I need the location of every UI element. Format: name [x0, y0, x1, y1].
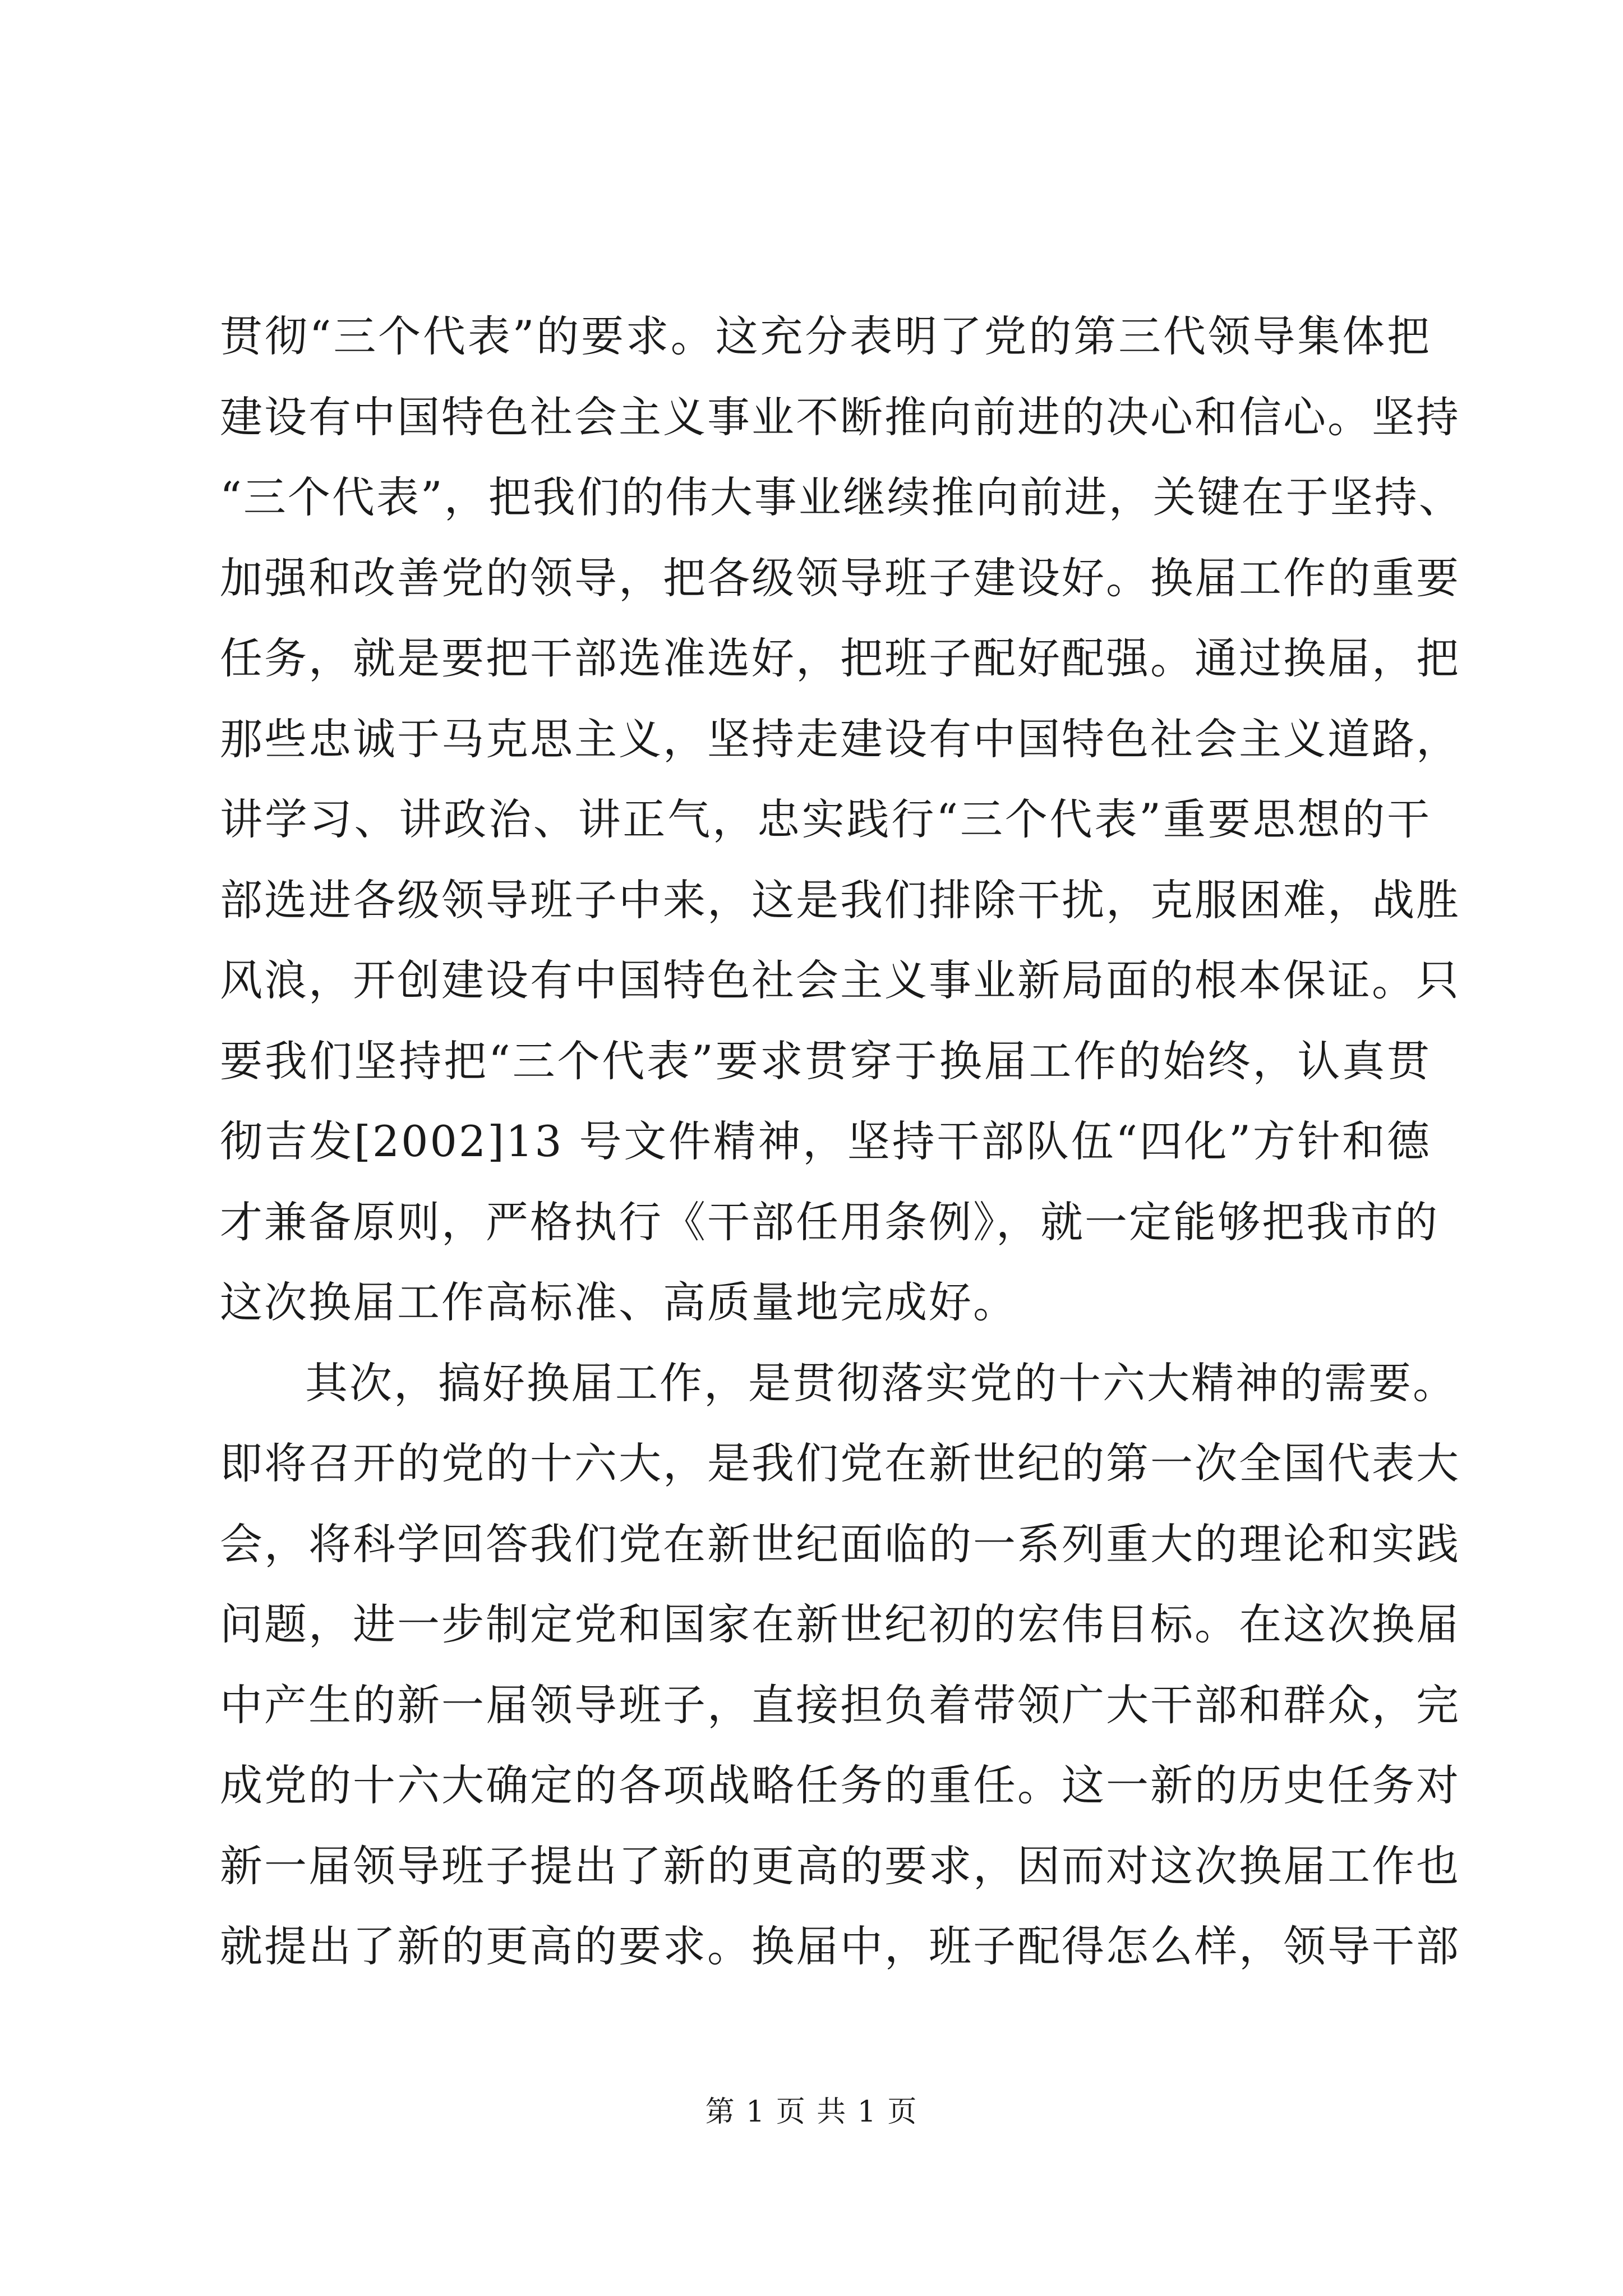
page-number-label: 第 1 页 共 1 页 — [705, 2095, 918, 2129]
document-body — [220, 296, 1463, 1987]
text-line: 问题，进一步制定党和国家在新世纪初的宏伟目标。在这次换届 — [220, 1599, 1460, 1649]
text-line: 新一届领导班子提出了新的更高的要求，因而对这次换届工作也 — [220, 1841, 1460, 1891]
text-line: 讲学习、讲政治、讲正气，忠实践行“三个代表”重要思想的干 — [220, 794, 1431, 844]
text-line: 即将召开的党的十六大，是我们党在新世纪的第一次全国代表大 — [220, 1438, 1460, 1488]
paragraph-1 — [220, 296, 1463, 1343]
text-line: 要我们坚持把“三个代表”要求贯穿于换届工作的始终，认真贯 — [220, 1036, 1431, 1086]
text-line: 就提出了新的更高的要求。换届中，班子配得怎么样，领导干部 — [220, 1921, 1460, 1971]
text-line: 彻吉发[2002]13 号文件精神，坚持干部队伍“四化”方针和德 — [220, 1116, 1431, 1166]
page-footer — [0, 2092, 1623, 2132]
text-line: 部选进各级领导班子中来，这是我们排除干扰，克服困难，战胜 — [220, 875, 1460, 925]
paragraph-2 — [220, 1343, 1460, 1987]
text-line: “三个代表”，把我们的伟大事业继续推向前进，关键在于坚持、 — [220, 472, 1463, 522]
text-line: 风浪，开创建设有中国特色社会主义事业新局面的根本保证。只 — [220, 955, 1460, 1005]
text-line: 加强和改善党的领导，把各级领导班子建设好。换届工作的重要 — [220, 553, 1460, 603]
text-line: 那些忠诚于马克思主义，坚持走建设有中国特色社会主义道路， — [220, 714, 1460, 764]
text-line: 其次，搞好换届工作，是贯彻落实党的十六大精神的需要。 — [305, 1358, 1457, 1408]
text-line: 贯彻“三个代表”的要求。这充分表明了党的第三代领导集体把 — [220, 311, 1431, 361]
text-line: 任务，就是要把干部选准选好，把班子配好配强。通过换届，把 — [220, 633, 1460, 683]
text-line: 建设有中国特色社会主义事业不断推向前进的决心和信心。坚持 — [220, 392, 1460, 442]
text-line: 成党的十六大确定的各项战略任务的重任。这一新的历史任务对 — [220, 1760, 1460, 1810]
text-line: 中产生的新一届领导班子，直接担负着带领广大干部和群众，完 — [220, 1680, 1460, 1730]
text-line: 才兼备原则，严格执行《干部任用条例》，就一定能够把我市的 — [220, 1197, 1439, 1247]
text-line: 会，将科学回答我们党在新世纪面临的一系列重大的理论和实践 — [220, 1519, 1460, 1569]
text-line: 这次换届工作高标准、高质量地完成好。 — [220, 1277, 1017, 1327]
